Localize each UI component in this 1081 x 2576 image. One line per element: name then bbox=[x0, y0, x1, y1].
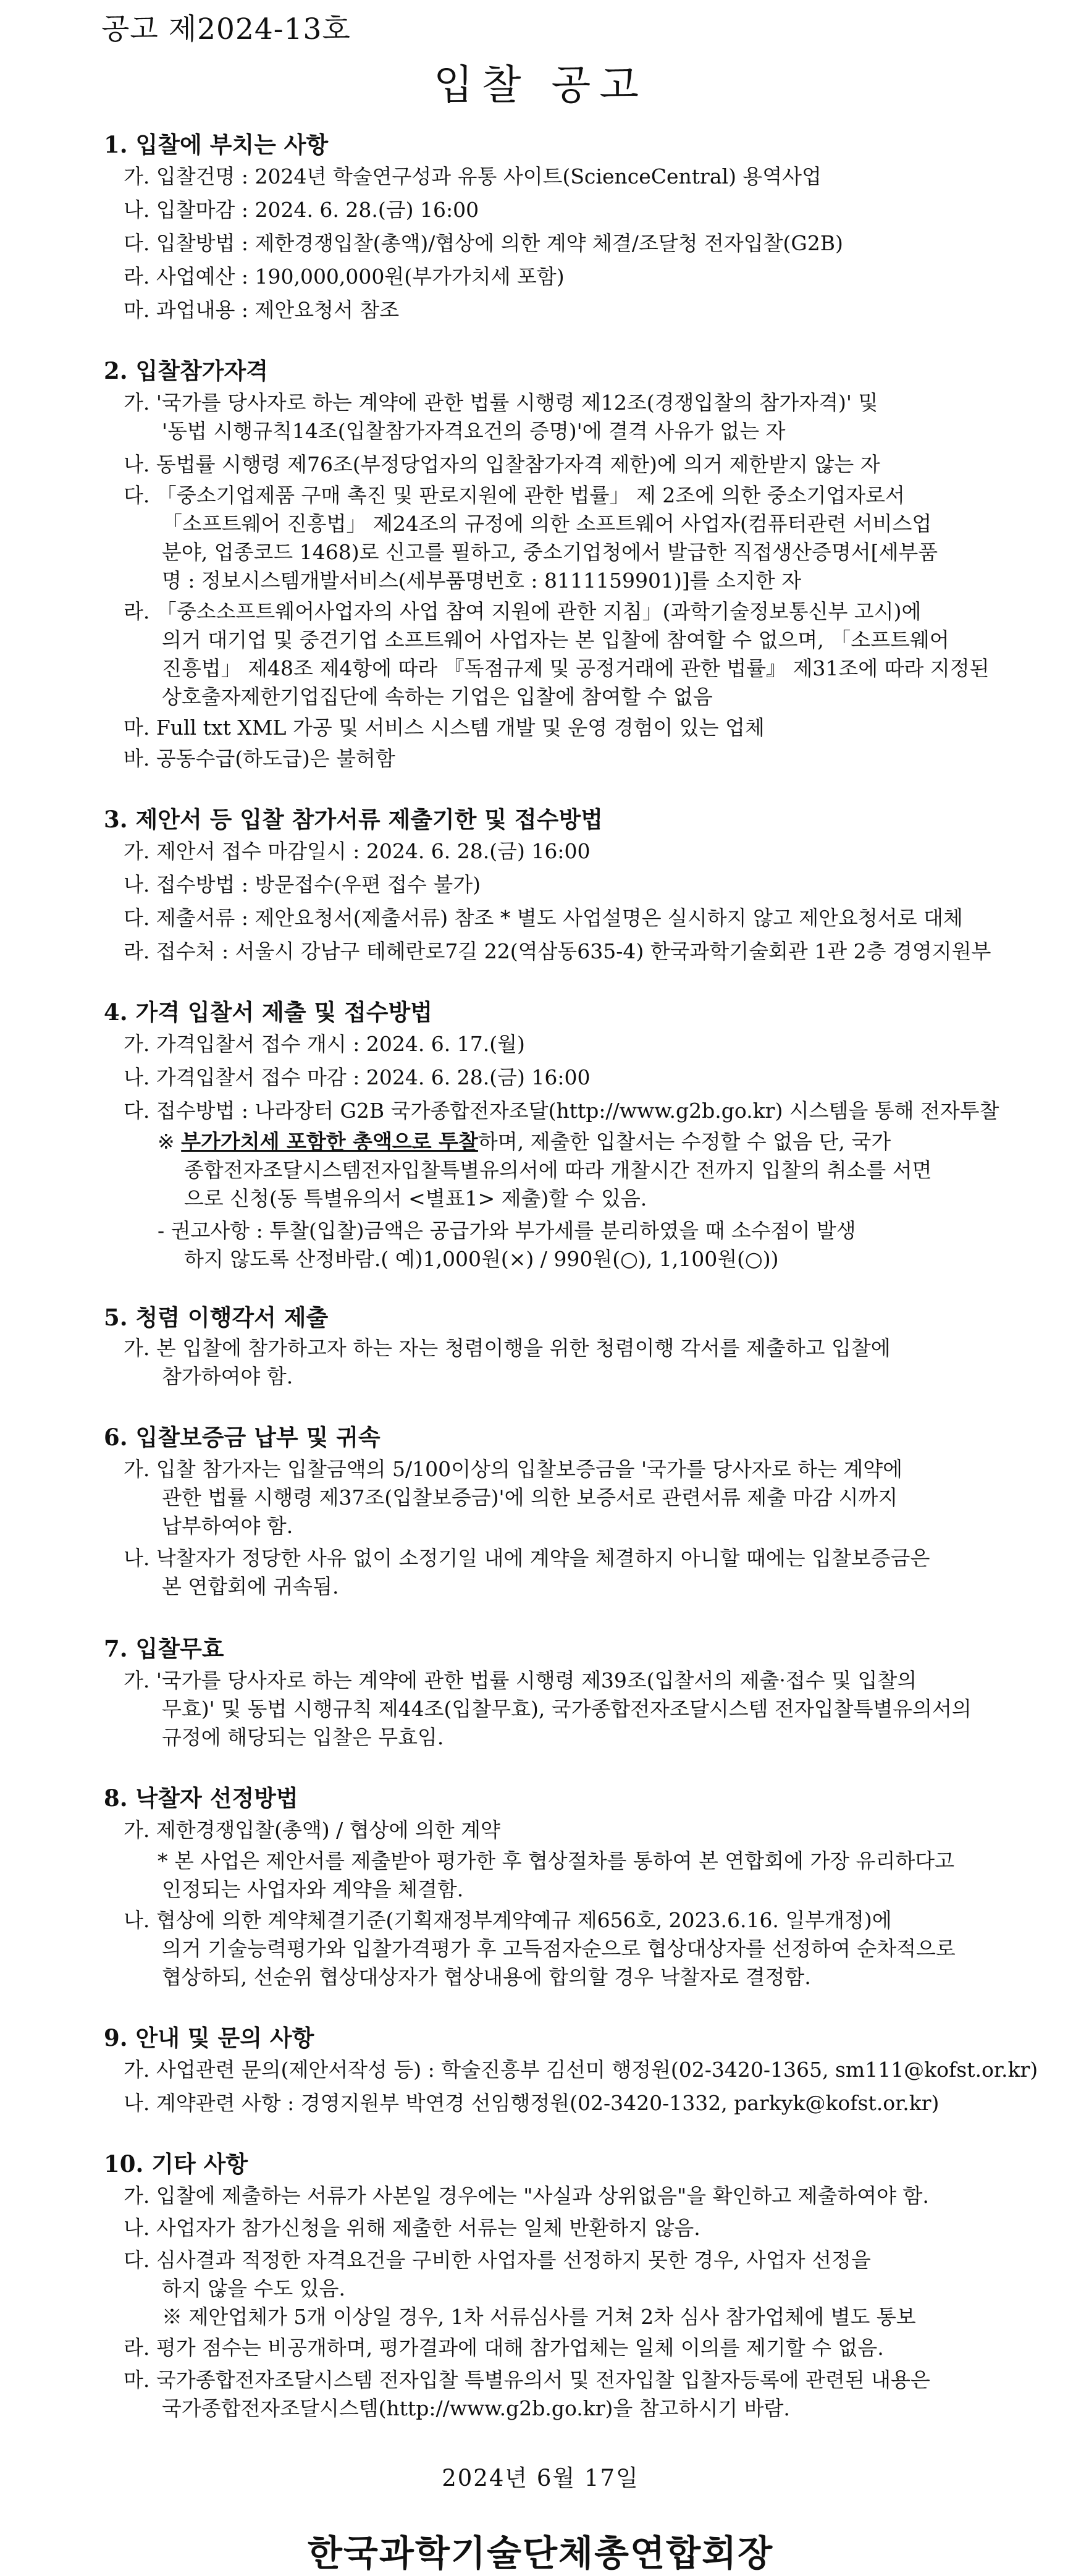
section-line: 의거 기술능력평가와 입찰가격평가 후 고득점자순으로 협상대상자를 선정하여 순차적으로 bbox=[162, 1936, 956, 1961]
section-line: 마. 국가종합전자조달시스템 전자입찰 특별유의서 및 전자입찰 입찰자등록에 관련된 내용은 bbox=[124, 2368, 930, 2392]
section-line: 종합전자조달시스템전자입찰특별유의서에 따라 개찰시간 전까지 입찰의 취소를 서면 bbox=[184, 1158, 932, 1182]
section-line: 라. 접수처 : 서울시 강남구 테헤란로7길 22(역삼동635-4) 한국과학기술회관 1관 2층 경영지원부 bbox=[124, 939, 991, 963]
section-heading: 2. 입찰참가자격 bbox=[104, 357, 268, 384]
section-line: 하지 않도록 산정바람.( 예)1,000원(×) / 990원(○), 1,100원(○)) bbox=[184, 1247, 779, 1271]
section-line: 가. 입찰건명 : 2024년 학술연구성과 유통 사이트(ScienceCentral) 용역사업 bbox=[124, 164, 822, 188]
section-line: 마. Full txt XML 가공 및 서비스 시스템 개발 및 운영 경험이 있는 업체 bbox=[124, 716, 765, 740]
section-line: 가. 입찰에 제출하는 서류가 사본일 경우에는 "사실과 상위없음"을 확인하고 제출하여야 함. bbox=[124, 2184, 929, 2208]
section-line: 다. 접수방법 : 나라장터 G2B 국가종합전자조달(http://www.g2b.go.kr) 시스템을 통해 전자투찰 bbox=[124, 1099, 999, 1123]
section-line: 「소프트웨어 진흥법」 제24조의 규정에 의한 소프트웨어 사업자(컴퓨터관련 서비스업 bbox=[162, 512, 932, 536]
emphasis-text: 부가가치세 포함한 총액으로 투찰 bbox=[181, 1130, 478, 1154]
announcement-date: 2024년 6월 17일 bbox=[442, 2465, 639, 2491]
section-line: 바. 공동수급(하도급)은 불허함 bbox=[124, 746, 395, 771]
section-heading: 1. 입찰에 부치는 사항 bbox=[104, 131, 329, 158]
section-line: 나. 가격입찰서 접수 마감 : 2024. 6. 28.(금) 16:00 bbox=[124, 1065, 591, 1089]
section-line: 다. 제출서류 : 제안요청서(제출서류) 참조 * 별도 사업설명은 실시하지 않고 제안요청서로 대체 bbox=[124, 906, 963, 930]
section-heading: 7. 입찰무효 bbox=[104, 1635, 224, 1662]
section-line: 의거 대기업 및 중견기업 소프트웨어 사업자는 본 입찰에 참여할 수 없으며, 「소프트웨어 bbox=[162, 628, 949, 652]
section-heading: 9. 안내 및 문의 사항 bbox=[104, 2024, 314, 2051]
section-line: * 본 사업은 제안서를 제출받아 평가한 후 협상절차를 통하여 본 연합회에 가장 유리하다고 bbox=[158, 1849, 954, 1873]
section-line: 무효)' 및 동법 시행규칙 제44조(입찰무효), 국가종합전자조달시스템 전자입찰특별유의서의 bbox=[162, 1697, 972, 1721]
section-line: 국가종합전자조달시스템(http://www.g2b.go.kr)을 참고하시기 바람. bbox=[162, 2396, 790, 2420]
section-line: 라. 평가 점수는 비공개하며, 평가결과에 대해 참가업체는 일체 이의를 제기할 수 없음. bbox=[124, 2336, 884, 2360]
section-line: 관한 법률 시행령 제37조(입찰보증금)'에 의한 보증서로 관련서류 제출 마감 시까지 bbox=[162, 1485, 898, 1510]
document-title: 입찰 공고 bbox=[433, 61, 647, 109]
section-line: 진흥법」 제48조 제4항에 따라 『독점규제 및 공정거래에 관한 법률』 제31조에 따라 지정된 bbox=[162, 656, 990, 680]
section-line: 가. 가격입찰서 접수 개시 : 2024. 6. 17.(월) bbox=[124, 1032, 525, 1056]
section-line: 나. 낙찰자가 정당한 사유 없이 소정기일 내에 계약을 체결하지 아니할 때에는 입찰보증금은 bbox=[124, 1546, 930, 1570]
section-line: - 권고사항 : 투찰(입찰)금액은 공급가와 부가세를 분리하였을 때 소수점이 발생 bbox=[158, 1218, 856, 1243]
section-line: ※ 제안업체가 5개 이상일 경우, 1차 서류심사를 거쳐 2차 심사 참가업체에 별도 통보 bbox=[162, 2305, 916, 2329]
section-heading: 6. 입찰보증금 납부 및 귀속 bbox=[104, 1424, 381, 1451]
section-line: 라. 「중소소프트웨어사업자의 사업 참여 지원에 관한 지침」(과학기술정보통신부 고시)에 bbox=[124, 599, 922, 623]
section-line: 나. 계약관련 사항 : 경영지원부 박연경 선임행정원(02-3420-1332, parkyk@kofst.or.kr) bbox=[124, 2091, 940, 2115]
section-line: 라. 사업예산 : 190,000,000원(부가가치세 포함) bbox=[124, 264, 565, 289]
section-line: 으로 신청(동 특별유의서 <별표1> 제출)할 수 있음. bbox=[184, 1186, 647, 1210]
section-line: 마. 과업내용 : 제안요청서 참조 bbox=[124, 298, 400, 322]
section-line: 가. 제안서 접수 마감일시 : 2024. 6. 28.(금) 16:00 bbox=[124, 839, 591, 863]
issuing-organization: 한국과학기술단체총연합회장 bbox=[307, 2532, 774, 2574]
section-line: 나. 입찰마감 : 2024. 6. 28.(금) 16:00 bbox=[124, 198, 479, 222]
section-line: 다. 「중소기업제품 구매 촉진 및 판로지원에 관한 법률」 제 2조에 의한 중소기업자로서 bbox=[124, 483, 905, 507]
note-text: 하며, 제출한 입찰서는 수정할 수 없음 단, 국가 bbox=[477, 1130, 891, 1154]
section-line: 하지 않을 수도 있음. bbox=[162, 2276, 345, 2300]
section-heading: 5. 청렴 이행각서 제출 bbox=[104, 1304, 329, 1331]
note-line bbox=[158, 1128, 891, 1155]
section-line: 나. 협상에 의한 계약체결기준(기획재정부계약예규 제656호, 2023.6.16. 일부개정)에 bbox=[124, 1908, 892, 1932]
section-line: 다. 심사결과 적정한 자격요건을 구비한 사업자를 선정하지 못한 경우, 사업자 선정을 bbox=[124, 2248, 871, 2272]
section-line: 인정되는 사업자와 계약을 체결함. bbox=[162, 1877, 464, 1901]
section-line: 가. '국가를 당사자로 하는 계약에 관한 법률 시행령 제39조(입찰서의 제출·접수 및 입찰의 bbox=[124, 1668, 917, 1692]
section-line: 나. 접수방법 : 방문접수(우편 접수 불가) bbox=[124, 872, 481, 897]
section-line: 명 : 정보시스템개발서비스(세부품명번호 : 8111159901)]를 소지한 자 bbox=[162, 568, 802, 593]
section-heading: 3. 제안서 등 입찰 참가서류 제출기한 및 접수방법 bbox=[104, 806, 603, 833]
section-heading: 10. 기타 사항 bbox=[104, 2150, 248, 2177]
section-line: 분야, 업종코드 1468)로 신고를 필하고, 중소기업청에서 발급한 직접생산증명서[세부품 bbox=[162, 540, 938, 564]
section-line: 가. 사업관련 문의(제안서작성 등) : 학술진흥부 김선미 행정원(02-3420-1365, sm111@kofst.or.kr) bbox=[124, 2058, 1038, 2082]
section-line: 규정에 해당되는 입찰은 무효임. bbox=[162, 1725, 444, 1749]
note-marker: ※ bbox=[158, 1130, 175, 1154]
section-line: 가. 입찰 참가자는 입찰금액의 5/100이상의 입찰보증금을 '국가를 당사자로 하는 계약에 bbox=[124, 1457, 903, 1481]
section-heading: 4. 가격 입찰서 제출 및 접수방법 bbox=[104, 999, 432, 1026]
section-line: 상호출자제한기업집단에 속하는 기업은 입찰에 참여할 수 없음 bbox=[162, 685, 713, 709]
section-line: 가. 본 입찰에 참가하고자 하는 자는 청렴이행을 위한 청렴이행 각서를 제출하고 입찰에 bbox=[124, 1336, 891, 1360]
section-line: 나. 사업자가 참가신청을 위해 제출한 서류는 일체 반환하지 않음. bbox=[124, 2216, 700, 2240]
section-line: 나. 동법률 시행령 제76조(부정당업자의 입찰참가자격 제한)에 의거 제한받지 않는 자 bbox=[124, 452, 880, 476]
section-line: 본 연합회에 귀속됨. bbox=[162, 1574, 339, 1598]
section-line: 참가하여야 함. bbox=[162, 1364, 293, 1388]
section-heading: 8. 낙찰자 선정방법 bbox=[104, 1784, 298, 1812]
section-line: 가. '국가를 당사자로 하는 계약에 관한 법률 시행령 제12조(경쟁입찰의 참가자격)' 및 bbox=[124, 391, 878, 415]
section-line: 납부하여야 함. bbox=[162, 1514, 293, 1538]
section-line: '동법 시행규칙14조(입찰참가자격요건의 증명)'에 결격 사유가 없는 자 bbox=[162, 419, 786, 443]
document-number: 공고 제2024-13호 bbox=[101, 12, 351, 46]
section-line: 가. 제한경쟁입찰(총액) / 협상에 의한 계약 bbox=[124, 1818, 500, 1842]
section-line: 다. 입찰방법 : 제한경쟁입찰(총액)/협상에 의한 계약 체결/조달청 전자입찰(G2B) bbox=[124, 231, 843, 255]
section-line: 협상하되, 선순위 협상대상자가 협상내용에 합의할 경우 낙찰자로 결정함. bbox=[162, 1965, 811, 1989]
